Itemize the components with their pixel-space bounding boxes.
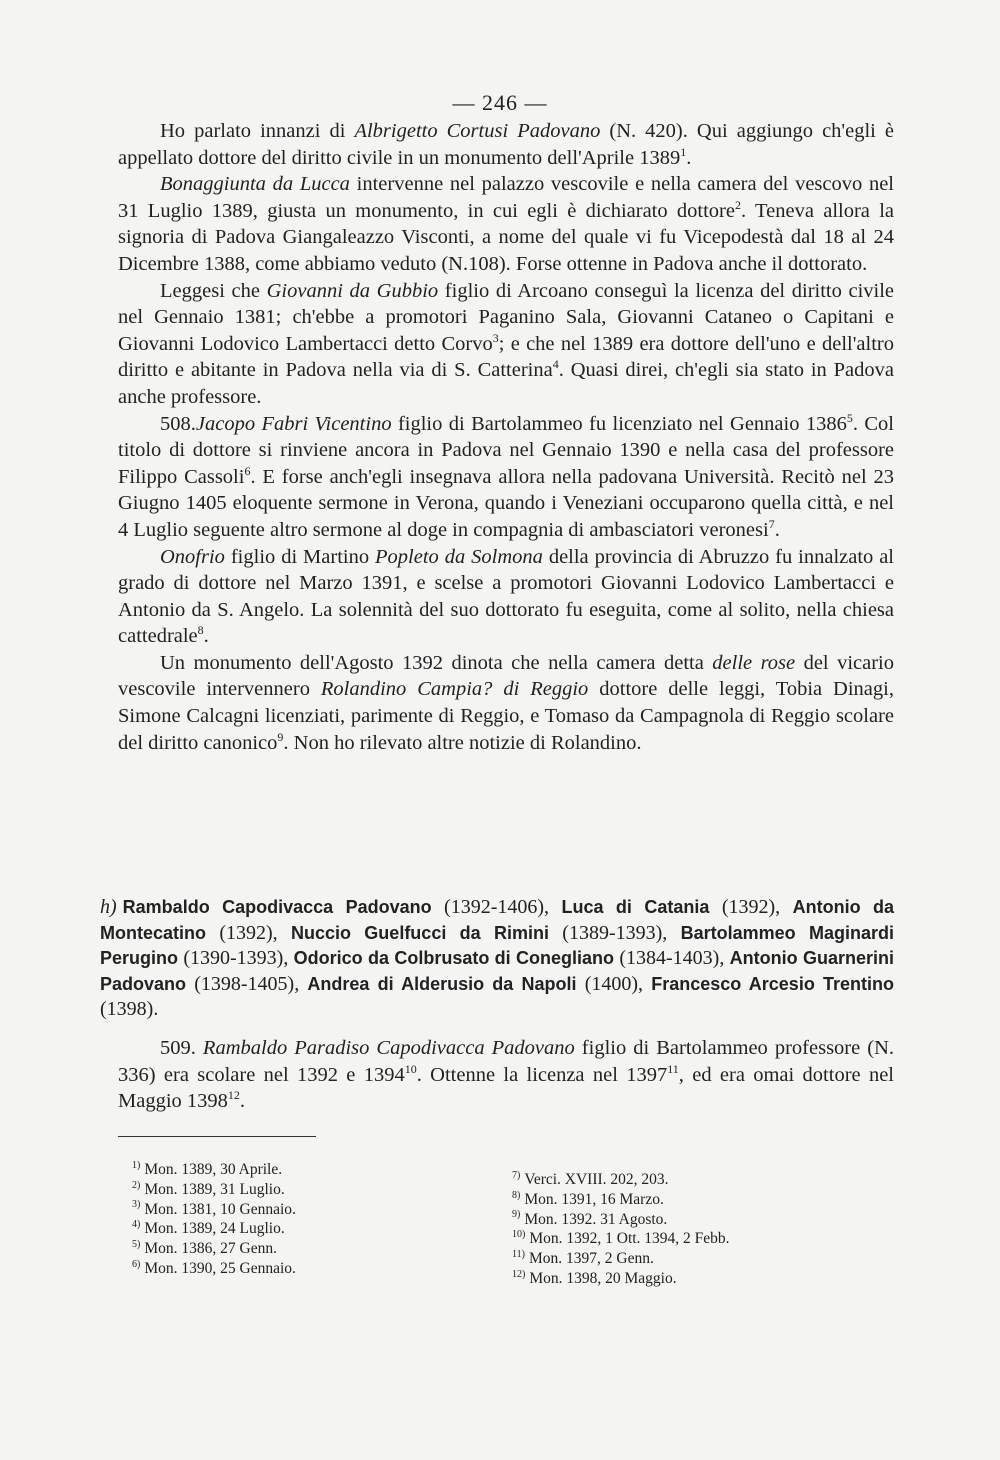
footnote-number: 8) <box>512 1189 521 1201</box>
footnote-text: Mon. 1389, 24 Luglio. <box>144 1220 285 1238</box>
footnote-number: 2) <box>132 1179 141 1191</box>
person-name: Popleto da Solmona <box>375 545 543 568</box>
footnote <box>132 1239 462 1259</box>
paragraph-onofrio <box>118 544 894 650</box>
name-entry: Rambaldo Capodivacca Padovano <box>122 897 432 917</box>
footnote-text: Mon. 1397, 2 Genn. <box>528 1250 654 1268</box>
name-entry: Antonio Guarnerini Padovano <box>100 948 895 994</box>
paragraph-509 <box>118 1035 894 1115</box>
entry-number: 508. <box>160 412 196 435</box>
paragraph-bonaggiunta <box>118 171 894 277</box>
date-range: (1398-1405), <box>186 972 308 995</box>
footnote <box>132 1160 462 1180</box>
text: . Col titolo di dottore si rinviene ancora in Padova nel Gennaio 1390 e nella casa del professore Filippo Cassoli <box>118 412 894 488</box>
footnote-ref: 2 <box>734 197 741 212</box>
footnote-divider <box>118 1136 316 1137</box>
footnote <box>132 1180 462 1200</box>
section-h-list <box>100 895 894 1023</box>
text: Ho parlato innanzi di <box>160 120 355 142</box>
text: (N. 420). Qui aggiungo ch'egli è appellato dottore del diritto civile in un monumento dell'Aprile 1389 <box>118 120 894 169</box>
person-name: Rolandino Campia? di Reggio <box>320 678 589 701</box>
footnote-ref: 12 <box>227 1088 240 1103</box>
footnote-number: 1) <box>132 1159 141 1171</box>
footnote-text: Mon. 1389, 31 Luglio. <box>144 1180 285 1198</box>
text: della provincia di Abruzzo fu innalzato al grado di dottore nel Marzo 1391, e scelse a promotori Giovanni Lodovico Lambertacci e Antonio da S. Angelo. La solennità del suo dottorato fu eseguita, come al solito, nella chiesa cattedrale <box>118 545 894 648</box>
footnote-text: Mon. 1392. 31 Agosto. <box>524 1210 668 1228</box>
main-text <box>118 118 894 756</box>
footnote-number: 9) <box>512 1209 521 1221</box>
text: , ed era omai dottore nel Maggio 1398 <box>118 1063 894 1113</box>
footnote <box>512 1190 852 1210</box>
footnote-text: Verci. XVIII. 202, 203. <box>524 1171 669 1188</box>
footnote <box>512 1170 852 1190</box>
date-range: (1389-1393), <box>548 921 681 944</box>
text: . Non ho rilevato altre notizie di Rolandino. <box>283 731 642 754</box>
person-name: Rambaldo Paradiso Capodivacca Padovano <box>202 1037 575 1059</box>
footnote <box>512 1229 852 1249</box>
person-name: Bonaggiunta da Lucca <box>160 173 350 196</box>
footnote <box>132 1259 462 1279</box>
text: . E forse anch'egli insegnava allora nella padovana Università. Recitò nel 23 Giugno 1405 eloquente sermone in Verona, quando i Veneziani occuparono quella città, e nel 4 Luglio seguente altro sermone al doge in compagnia di ambasciatori veronesi <box>118 465 895 541</box>
date-range: (1384-1403), <box>614 947 730 970</box>
paragraph-albrigetto <box>118 118 894 171</box>
entry-number: 509. <box>160 1037 203 1059</box>
name-entry: Francesco Arcesio Trentino <box>651 973 894 994</box>
footnote-number: 3) <box>132 1199 141 1211</box>
text: ; e che nel 1389 era dottore dell'uno e dell'altro diritto e abitante in Padova nella via di S. Catterina <box>118 332 894 382</box>
footnote-number: 11) <box>512 1249 525 1261</box>
footnote-text: Mon. 1389, 30 Aprile. <box>144 1161 283 1178</box>
footnote <box>132 1219 462 1239</box>
footnote-number: 5) <box>132 1239 141 1251</box>
footnotes-left <box>132 1160 462 1279</box>
section-marker: h) <box>100 896 117 918</box>
date-range: (1392-1406), <box>431 896 562 918</box>
footnote-ref: 4 <box>552 357 559 372</box>
footnote-ref: 8 <box>197 623 204 638</box>
name-entry: Nuccio Guelfucci da Rimini <box>290 922 549 943</box>
page-number: — 246 — <box>452 90 548 115</box>
name-entry: Antonio da Montecatino <box>100 897 895 943</box>
footnote-ref: 7 <box>768 517 775 532</box>
date-range: (1398). <box>100 998 159 1021</box>
text: . <box>239 1090 246 1113</box>
text: . Ottenne la licenza nel 1397 <box>416 1063 668 1086</box>
date-range: (1392), <box>206 921 291 944</box>
name-entry: Andrea di Alderusio da Napoli <box>307 973 577 994</box>
name-entry: Bartolammeo Maginardi Peruginο <box>100 922 894 969</box>
footnote-text: Mon. 1391, 16 Marzo. <box>524 1190 664 1208</box>
text: dottore delle leggi, Tobia Dinagi, Simone Calcagni licenziati, parimente di Reggio, e Tomaso da Campagnola di Reggio scolare del diritto canonico <box>118 678 894 754</box>
text: . <box>686 146 692 169</box>
footnote-text: Mon. 1398, 20 Maggio. <box>529 1269 677 1287</box>
paragraph-508 <box>118 411 894 544</box>
footnote-text: Mon. 1386, 27 Genn. <box>144 1240 277 1258</box>
footnote-number: 6) <box>132 1258 141 1270</box>
footnote-ref: 11 <box>667 1061 679 1076</box>
footnote-ref: 10 <box>404 1061 417 1076</box>
paragraph-rolandino <box>118 650 894 756</box>
person-name: Jacopo Fabri Vicentino <box>195 412 392 435</box>
footnote-text: Mon. 1390, 25 Gennaio. <box>144 1259 296 1277</box>
text: . <box>203 625 209 648</box>
paragraph-giovanni-gubbio <box>118 278 894 411</box>
text: Un monumento dell'Agosto 1392 dinota che nella camera detta <box>160 651 713 674</box>
footnote <box>512 1249 852 1269</box>
footnote <box>132 1200 462 1220</box>
footnote-ref: 9 <box>277 729 284 744</box>
footnotes-right <box>512 1170 852 1289</box>
text: figlio di Bartolammeo fu licenziato nel Gennaio 1386 <box>391 412 847 435</box>
footnote-ref: 1 <box>680 144 687 159</box>
place-name: delle rose <box>712 651 796 674</box>
footnote-text: Mon. 1392, 1 Ott. 1394, 2 Febb. <box>529 1230 730 1248</box>
date-range: (1390-1393), <box>178 947 294 970</box>
text: del vicario vescovile intervennero <box>118 651 894 701</box>
footnote <box>512 1210 852 1230</box>
date-range: (1392), <box>709 896 793 918</box>
footnote-number: 12) <box>512 1268 526 1280</box>
text: figlio di Bartolammeo professore (N. 336) era scolare nel 1392 e 1394 <box>118 1037 895 1086</box>
text: intervenne nel palazzo vescovile e nella camera del vescovo nel 31 Luglio 1389, giusta un monumento, in cui egli è dichiarato dottore <box>118 173 894 222</box>
text: . <box>774 518 780 541</box>
person-name: Albrigetto Cortusi Padovano <box>354 120 601 142</box>
footnote-number: 7) <box>512 1169 521 1181</box>
text: figlio di Arcoano conseguì la licenza del diritto civile nel Gennaio 1381; ch'ebbe a promotori Paganino Sala, Giovanni Cataneo o Capitani e Giovanni Lodovico Lambertacci detto Corvo <box>118 279 895 355</box>
name-entry: Odorico da Colbrusato di Conegliano <box>293 948 615 969</box>
footnote <box>512 1269 852 1289</box>
text: figlio di Martino <box>224 545 376 568</box>
footnote-ref: 3 <box>492 330 499 345</box>
footnote-number: 10) <box>512 1229 526 1241</box>
footnote-text: Mon. 1381, 10 Gennaio. <box>144 1200 296 1218</box>
text: . Quasi direi, ch'egli sia stato in Padova anche professore. <box>118 359 894 408</box>
footnote-number: 4) <box>132 1219 141 1231</box>
paragraph-rambaldo <box>118 1035 894 1115</box>
footnote-ref: 5 <box>846 410 853 425</box>
person-name: Giovanni da Gubbio <box>266 279 439 302</box>
text: . Teneva allora la signoria di Padova Giangaleazzo Visconti, a nome del quale vi fu Vicepodestà dal 18 al 24 Dicembre 1388, come abbiamo veduto (N.108). Forse ottenne in Padova anche il dottorato. <box>118 199 894 275</box>
footnote-ref: 6 <box>244 463 251 478</box>
date-range: (1400), <box>576 972 652 995</box>
person-name: Onofrio <box>160 545 225 568</box>
text: Leggesi che <box>160 279 267 302</box>
name-entry: Luca di Catania <box>561 897 710 917</box>
